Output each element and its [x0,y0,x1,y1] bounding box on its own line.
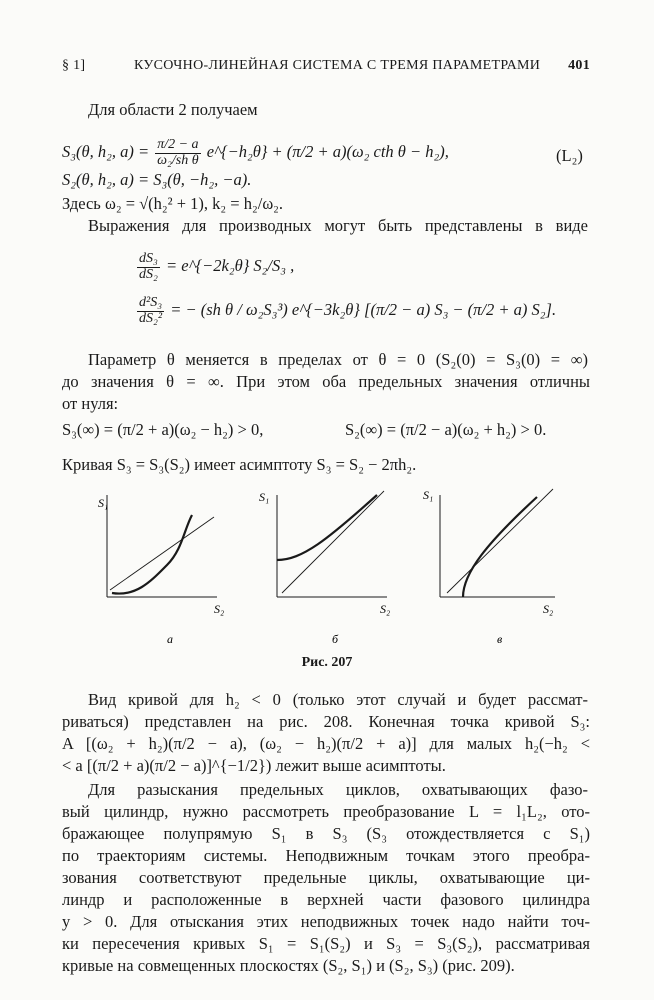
figure-panel-c [425,485,575,660]
asymptote-line [110,517,214,590]
panel-letter: б [332,632,339,646]
x-axis-label: S₂ [380,602,391,616]
equation-s3 [62,138,590,168]
text-line: вый цилиндр, нужно рассмотреть преобразование L = l₁L₂, ото- [62,802,590,821]
x-axis-label: S₂ [543,602,554,616]
figure-panel-a [92,485,242,660]
text-line: y > 0. Для отыскания этих неподвижных точек надо найти точ- [62,912,590,931]
frac-pi2-minus-a: $\frac{\pi/2 - a}{\text{ω₂/sh θ}}$ [157,137,199,168]
asymptote-line [447,489,553,593]
x-axis-label: S₂ [214,602,225,616]
panel-a-plot [92,485,242,655]
text-line: линдр и расположенные в верхней части фазового цилиндра [62,890,590,909]
panel-c-plot [425,485,575,655]
equation-tag: (L₂) [556,146,583,165]
eq-derivative-1-rhs: = e^{−2k₂θ} S₂/S₃ , [166,255,295,275]
running-title: КУСОЧНО-ЛИНЕЙНАЯ СИСТЕМА С ТРЕМЯ ПАРАМЕТРАМИ [134,58,541,73]
curve [463,497,537,597]
text-line: бражающее полупрямую S₁ в S₃ (S₃ отождествляется с S₁) [62,824,590,843]
text-line: Кривая S₃ = S₃(S₂) имеет асимптоту S₃ = S₂ − 2πh₂. [62,455,417,474]
y-axis-label: S₁ [423,488,434,502]
section-number: § 1] [62,58,86,73]
text-line: < a [(π/2 + a)(π/2 − a)]^{−1/2}) лежит выше асимптоты. [62,756,446,775]
curve [112,515,192,594]
text-line: Для разыскания предельных циклов, охватывающих фазо- [88,780,588,799]
text-line: от нуля: [62,394,119,413]
page-number: 401 [568,58,590,73]
figure-panel-b [259,485,412,660]
text-line: ки пересечения кривых S₁ = S₁(S₂) и S₃ = S₃(S₂), рассматривая [62,934,590,953]
y-axis-label: S₁ [98,496,109,510]
equation-derivative-1: $\frac{\text{dS₃}}{\text{dS₂}}$ = e^{−2k₂θ} S₂/S₃ , [139,251,295,282]
eq-s3-lhs: S₃(θ, h₂, a) = [62,141,154,161]
text-line: кривые на совмещенных плоскостях (S₂, S₁) и (S₂, S₃) (рис. 209). [62,956,515,975]
text-line: Выражения для производных могут быть представлены в виде [88,216,588,235]
panel-letter: а [167,632,173,646]
y-axis-label: S₁ [259,490,270,504]
text-line: Для области 2 получаем [88,100,258,119]
text-line: по траекториям системы. Неподвижным точкам этого преобра- [62,846,590,865]
panel-b-plot [259,485,412,655]
text-line: A [(ω₂ + h₂)(π/2 − a), (ω₂ − h₂)(π/2 + a)] для малых h₂(−h₂ < [62,734,590,753]
equation-derivative-2: $\frac{\text{d²S₃}}{\text{dS₂²}}$ = − (sh θ / ω₂S₃³) e^{−3k₂θ} [(π/2 − a) S₃ − (π/2 + a) S₂]. [139,295,557,326]
equation-s3-infinity: S₃(∞) = (π/2 + a)(ω₂ − h₂) > 0, [62,420,264,439]
text-line: Здесь ω₂ = √(h₂² + 1), k₂ = h₂/ω₂. [62,194,284,213]
figure-caption: Рис. 207 [301,655,353,670]
text-line: до значения θ = ∞. При этом оба предельных значения отличны [62,372,590,391]
curve [277,495,377,560]
equation-s2-infinity: S₂(∞) = (π/2 − a)(ω₂ + h₂) > 0. [345,420,547,439]
text-line: риваться) представлен на рис. 208. Конечная точка кривой S₃: [62,712,590,731]
text-line: зования соответствуют предельные циклы, охватывающие ци- [62,868,590,887]
eq-derivative-2-rhs: = − (sh θ / ω₂S₃³) e^{−3k₂θ} [(π/2 − a) S₃ − (π/2 + a) S₂]. [170,299,557,319]
panel-letter: в [497,632,503,646]
eq-s3-rhs: e^{−h₂θ} + (π/2 + a)(ω₂ cth θ − h₂), [206,141,449,161]
asymptote-line [282,491,384,593]
equation-s2: S₂(θ, h₂, a) = S₃(θ, −h₂, −a). [62,170,252,189]
text-line: Вид кривой для h₂ < 0 (только этот случай и будет рассмат- [88,690,588,709]
text-line: Параметр θ меняется в пределах от θ = 0 (S₂(0) = S₃(0) = ∞) [88,350,588,369]
